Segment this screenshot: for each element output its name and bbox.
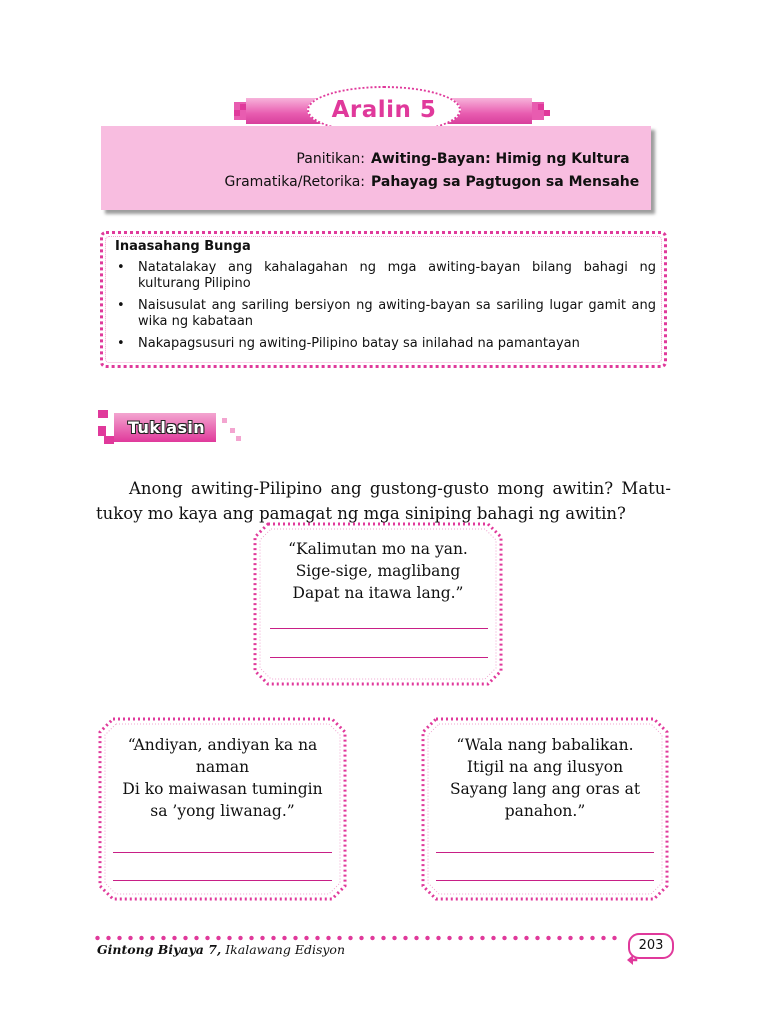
bullet-icon: •: [117, 336, 125, 351]
section-ornament: [222, 418, 227, 423]
lyric-text: [97, 734, 348, 822]
lyric-line: sa ’yong liwanag.”: [150, 802, 295, 820]
lyric-line: Di ko maiwasan tumingin: [122, 780, 323, 798]
topic-box: [101, 126, 651, 210]
lyric-line: “Kalimutan mo na yan.: [288, 540, 468, 558]
page-number: 203: [628, 933, 674, 959]
answer-line[interactable]: [270, 628, 488, 629]
lyric-card: [420, 716, 670, 902]
banner-ornament-left: [240, 104, 246, 110]
topic-label: Panitikan:: [296, 151, 365, 167]
section-ornament: [236, 436, 241, 441]
banner-ornament-left-2: [234, 110, 240, 116]
outcome-text: Natatalakay ang kahalagahan ng mga awiting-bayan bilang bahagi ng kulturang Pilipino: [138, 260, 656, 291]
list-item: [115, 298, 656, 330]
lyric-text: [420, 734, 670, 822]
outcomes-box: [100, 231, 667, 368]
outcome-text: Naisusulat ang sariling bersiyon ng awiting-bayan sa sariling lugar gamit ang wika ng kabataan: [138, 298, 656, 329]
topic-value: Awiting-Bayan: Himig ng Kultura: [371, 151, 630, 167]
lyric-line: Itigil na ang ilusyon: [466, 758, 624, 776]
answer-line[interactable]: [436, 852, 654, 853]
section-ornament: [98, 426, 106, 436]
book-title: Gintong Biyaya 7,: [97, 942, 222, 957]
edition-label: Ikalawang Edisyon: [225, 942, 346, 957]
lyric-line: naman: [195, 758, 250, 776]
answer-line[interactable]: [270, 657, 488, 658]
list-item: [115, 336, 656, 352]
answer-line[interactable]: [113, 880, 332, 881]
lyric-line: Sayang lang ang oras at: [449, 780, 641, 798]
answer-line[interactable]: [436, 880, 654, 881]
lyric-line: “Andiyan, andiyan ka na: [127, 736, 318, 754]
outcome-text: Nakapagsusuri ng awiting-Pilipino batay sa inilahad na pamantayan: [138, 336, 580, 351]
bullet-icon: •: [117, 260, 125, 275]
section-title: Tuklasin: [128, 418, 206, 437]
topic-label: Gramatika/Retorika:: [224, 174, 365, 190]
footer-dotted-rule: [92, 935, 622, 941]
lyric-line: panahon.”: [504, 802, 586, 820]
intro-paragraph: Anong awiting-Pilipino ang gustong-gusto mong awitin? Matutukoy mo kaya ang pamagat ng mga siniping bahagi ng awitin?: [96, 478, 671, 523]
lyric-card: [97, 716, 348, 902]
lyric-line: Dapat na itawa lang.”: [292, 584, 464, 602]
lyric-text: [252, 538, 504, 604]
lesson-title: Aralin 5: [331, 97, 437, 123]
outcomes-list: [115, 260, 656, 358]
bullet-icon: •: [117, 298, 125, 313]
lyric-line: “Wala nang babalikan.: [456, 736, 634, 754]
banner-ornament-right-2: [544, 110, 550, 116]
lyric-card: [252, 521, 504, 687]
outcomes-heading: Inaasahang Bunga: [115, 239, 251, 254]
topic-value: Pahayag sa Pagtugon sa Mensahe: [371, 174, 640, 190]
section-ornament: [230, 428, 235, 433]
lyric-line: Sige-sige, maglibang: [295, 562, 461, 580]
section-ornament: [104, 436, 114, 444]
list-item: [115, 260, 656, 292]
footer-title: [97, 942, 345, 957]
answer-line[interactable]: [113, 852, 332, 853]
section-ornament: [98, 410, 108, 418]
